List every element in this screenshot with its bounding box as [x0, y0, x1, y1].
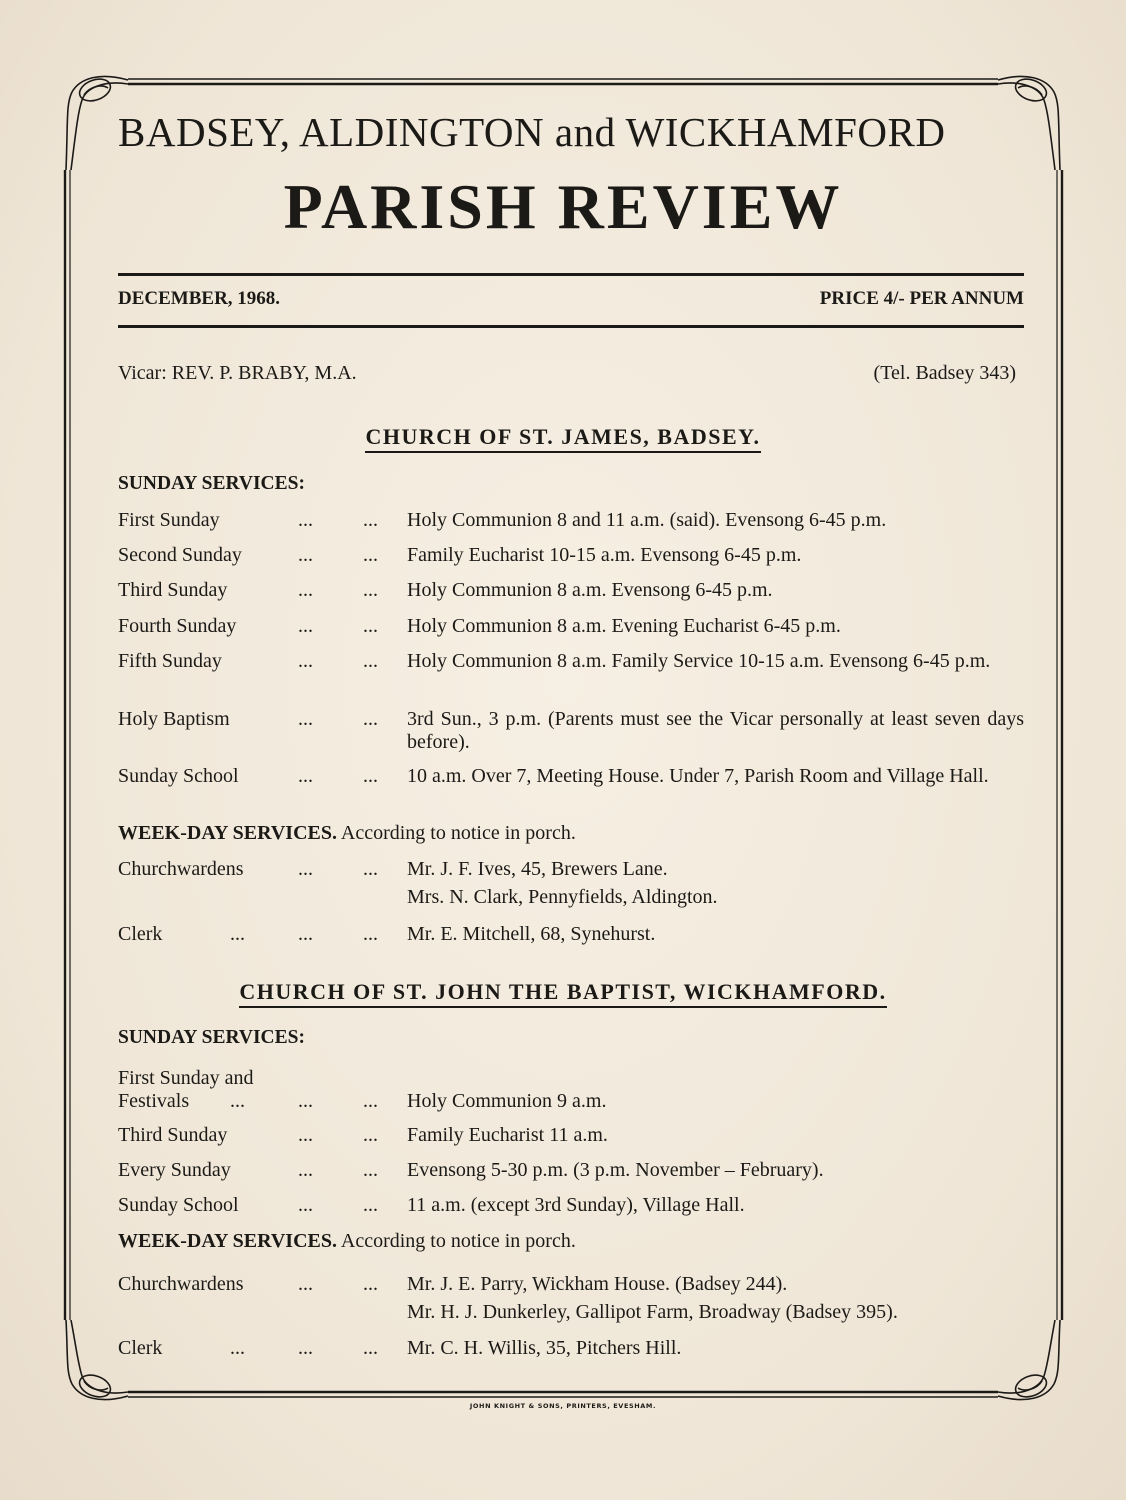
clerk-value: Mr. E. Mitchell, 68, Synehurst. — [407, 923, 656, 945]
service-value: Holy Communion 9 a.m. — [407, 1090, 607, 1112]
service-label: Every Sunday — [118, 1159, 231, 1181]
leader-dots: ... — [363, 1273, 378, 1295]
service-value: Holy Communion 8 a.m. Family Service 10-15 a.m. Evensong 6-45 p.m. — [407, 650, 991, 672]
leader-dots: ... — [298, 1273, 313, 1295]
masthead-parishes: BADSEY, ALDINGTON and WICKHAMFORD — [118, 109, 946, 155]
churchwardens-value — [407, 1270, 1024, 1326]
leader-dots: ... — [363, 579, 378, 601]
leader-dots: ... — [298, 509, 313, 531]
service-value: Family Eucharist 10-15 a.m. Evensong 6-45 p.m. — [407, 544, 802, 566]
clerk-label: Clerk — [118, 1337, 163, 1359]
service-label: Third Sunday — [118, 1124, 228, 1146]
section-heading-sunday: SUNDAY SERVICES: — [118, 473, 305, 494]
church-heading-wickhamford: CHURCH OF ST. JOHN THE BAPTIST, WICKHAMFORD. — [0, 979, 1126, 1005]
leader-dots: ... — [298, 1194, 313, 1216]
churchwarden-name: Mr. J. F. Ives, 45, Brewers Lane. — [407, 858, 668, 880]
service-value: Holy Communion 8 a.m. Evening Eucharist 6-45 p.m. — [407, 615, 841, 637]
leader-dots: ... — [363, 650, 378, 672]
leader-dots: ... — [298, 615, 313, 637]
divider — [118, 273, 1024, 276]
leader-dots: ... — [298, 1337, 313, 1359]
leader-dots: ... — [298, 1159, 313, 1181]
service-label: First Sunday and Festivals — [118, 1067, 254, 1112]
weekday-services — [118, 1230, 576, 1253]
leader-dots: ... — [363, 765, 378, 787]
leader-dots: ... — [363, 1124, 378, 1146]
churchwarden-name: Mr. J. E. Parry, Wickham House. (Badsey 244). — [407, 1273, 788, 1295]
service-label: Second Sunday — [118, 544, 242, 566]
section-heading-sunday: SUNDAY SERVICES: — [118, 1027, 305, 1048]
leader-dots: ... — [363, 708, 378, 730]
leader-dots: ... — [363, 1337, 378, 1359]
leader-dots: ... — [298, 708, 313, 730]
service-label: Sunday School — [118, 765, 239, 787]
churchwarden-name: Mr. H. J. Dunkerley, Gallipot Farm, Broadway (Badsey 395). — [407, 1301, 898, 1323]
service-value: 3rd Sun., 3 p.m. (Parents must see the Vicar personally at least seven days before). — [407, 708, 1024, 753]
service-label: Third Sunday — [118, 579, 228, 601]
leader-dots: ... — [298, 1090, 313, 1112]
leader-dots: ... — [298, 765, 313, 787]
weekday-text: According to notice in porch. — [340, 822, 576, 844]
leader-dots: ... — [363, 615, 378, 637]
leader-dots: ... — [298, 544, 313, 566]
churchwardens-label: Churchwardens — [118, 1273, 244, 1295]
vicar-name: Vicar: REV. P. BRABY, M.A. — [118, 362, 357, 384]
leader-dots: ... — [298, 1124, 313, 1146]
divider — [118, 325, 1024, 328]
service-value: Evensong 5-30 p.m. (3 p.m. November – February). — [407, 1159, 824, 1181]
vicar-telephone: (Tel. Badsey 343) — [873, 362, 1016, 384]
leader-dots: ... — [363, 1159, 378, 1181]
leader-dots: ... — [363, 858, 378, 880]
issue-date: DECEMBER, 1968. — [118, 288, 281, 309]
masthead-title: PARISH REVIEW — [283, 171, 843, 242]
clerk-value: Mr. C. H. Willis, 35, Pitchers Hill. — [407, 1337, 682, 1359]
printer-imprint: JOHN KNIGHT & SONS, PRINTERS, EVESHAM. — [469, 1402, 657, 1410]
leader-dots: ... — [298, 923, 313, 945]
service-value: Holy Communion 8 and 11 a.m. (said). Evensong 6-45 p.m. — [407, 509, 887, 531]
churchwardens-value — [407, 855, 1024, 911]
clerk-label: Clerk — [118, 923, 163, 945]
leader-dots: ... — [298, 858, 313, 880]
service-value: Family Eucharist 11 a.m. — [407, 1124, 608, 1146]
leader-dots: ... — [363, 1090, 378, 1112]
weekday-label: WEEK-DAY SERVICES. — [118, 1230, 337, 1252]
leader-dots: ... — [230, 1090, 245, 1112]
leader-dots: ... — [363, 923, 378, 945]
leader-dots: ... — [363, 1194, 378, 1216]
weekday-label: WEEK-DAY SERVICES. — [118, 822, 337, 844]
weekday-services — [118, 822, 576, 845]
leader-dots: ... — [298, 650, 313, 672]
leader-dots: ... — [230, 1337, 245, 1359]
service-label: Fourth Sunday — [118, 615, 237, 637]
service-value: Holy Communion 8 a.m. Evensong 6-45 p.m. — [407, 579, 773, 601]
leader-dots: ... — [363, 544, 378, 566]
churchwardens-label: Churchwardens — [118, 858, 244, 880]
service-value: 11 a.m. (except 3rd Sunday), Village Hall. — [407, 1194, 745, 1216]
service-label: Holy Baptism — [118, 708, 230, 730]
leader-dots: ... — [230, 923, 245, 945]
service-label: First Sunday — [118, 509, 220, 531]
service-label: Sunday School — [118, 1194, 239, 1216]
churchwarden-name: Mrs. N. Clark, Pennyfields, Aldington. — [407, 886, 718, 908]
weekday-text: According to notice in porch. — [340, 1230, 576, 1252]
issue-price: PRICE 4/- PER ANNUM — [819, 288, 1024, 309]
service-value: 10 a.m. Over 7, Meeting House. Under 7, Parish Room and Village Hall. — [407, 765, 989, 787]
leader-dots: ... — [298, 579, 313, 601]
leader-dots: ... — [363, 509, 378, 531]
church-heading-badsey: CHURCH OF ST. JAMES, BADSEY. — [0, 424, 1126, 450]
service-label: Fifth Sunday — [118, 650, 222, 672]
